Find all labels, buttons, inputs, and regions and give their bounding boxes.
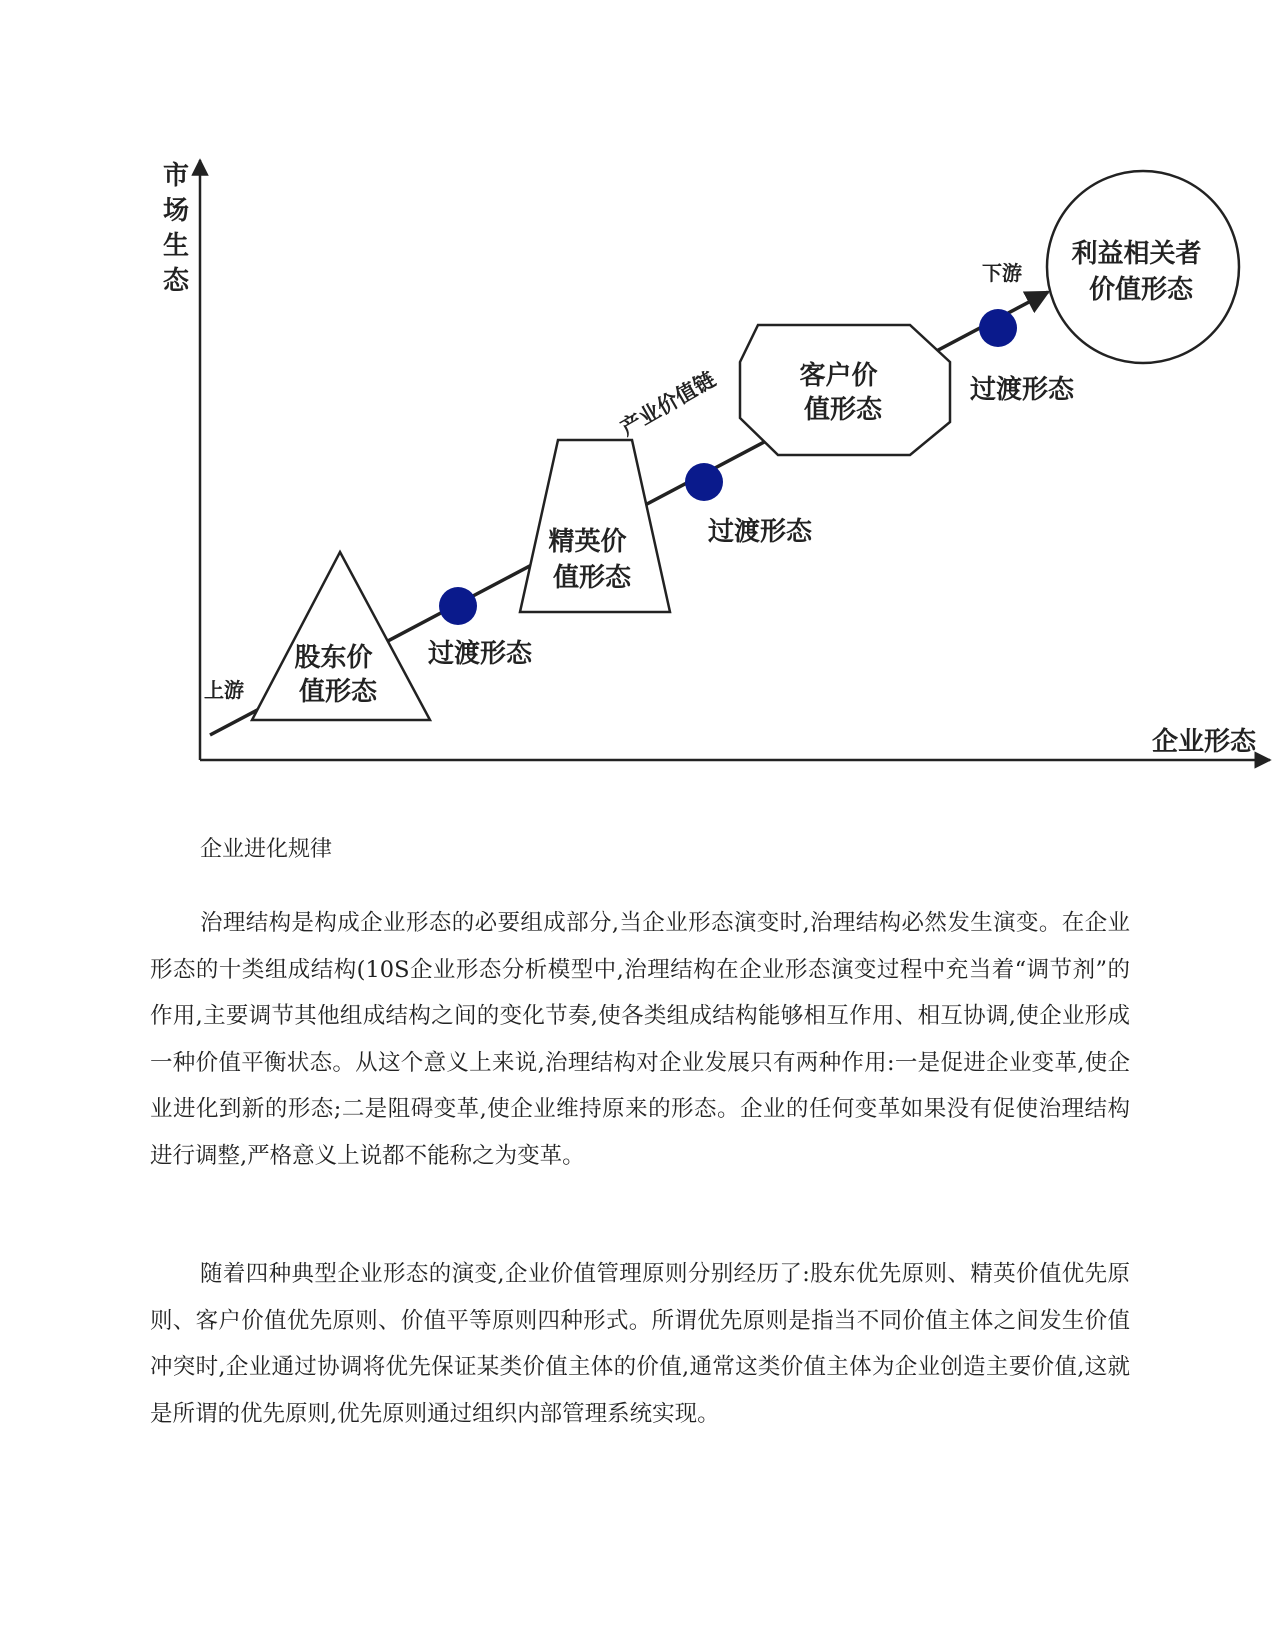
transition-dot-2 <box>685 463 723 501</box>
paragraph-value-principles: 随着四种典型企业形态的演变,企业价值管理原则分别经历了:股东优先原则、精英价值优先原则、客户价值优先原则、价值平等原则四种形式。所谓优先原则是指当不同价值主体之间发生价值冲突时,企业通过协调将优先保证某类价值主体的价值,通常这类价值主体为企业创造主要价值,这就是所谓的优先原则,优先原则通过组织内部管理系统实现。 <box>150 1261 1130 1427</box>
x-axis-label: 企业形态 <box>1152 727 1257 757</box>
transition-dot-1 <box>439 587 477 625</box>
figure-caption: 企业进化规律 <box>200 837 333 862</box>
value-chain-label: 产业价值链 <box>616 367 720 441</box>
elite-stage-label: 精英价 值形态 <box>548 527 632 593</box>
transition-dot-3 <box>979 309 1017 347</box>
transition-label-2: 过渡形态 <box>708 517 813 547</box>
transition-label-3: 过渡形态 <box>970 375 1075 405</box>
upstream-label: 上游 <box>204 678 244 702</box>
paragraph-governance-structure: 治理结构是构成企业形态的必要组成部分,当企业形态演变时,治理结构必然发生演变。在企业形态的十类组成结构(10S企业形态分析模型中,治理结构在企业形态演变过程中充当着“调节剂”的作用,主要调节其他组成结构之间的变化节奏,使各类组成结构能够相互作用、相互协调,使企业形成一种价值平衡状态。从这个意义上来说,治理结构对企业发展只有两种作用:一是促进企业变革,使企业进化到新的形态;二是阻碍变革,使企业维持原来的形态。企业的任何变革如果没有促使治理结构进行调整,严格意义上说都不能称之为变革。 <box>150 910 1130 1169</box>
y-axis-label: 市 场 生 态 <box>163 161 190 296</box>
stakeholder-stage-label: 利益相关者 价值形态 <box>1071 239 1202 305</box>
shareholder-stage-label: 股东价 值形态 <box>294 643 378 707</box>
enterprise-evolution-diagram <box>0 0 1275 780</box>
customer-stage-label: 客户价 值形态 <box>799 361 883 425</box>
downstream-label: 下游 <box>982 261 1022 285</box>
transition-label-1: 过渡形态 <box>428 639 533 669</box>
